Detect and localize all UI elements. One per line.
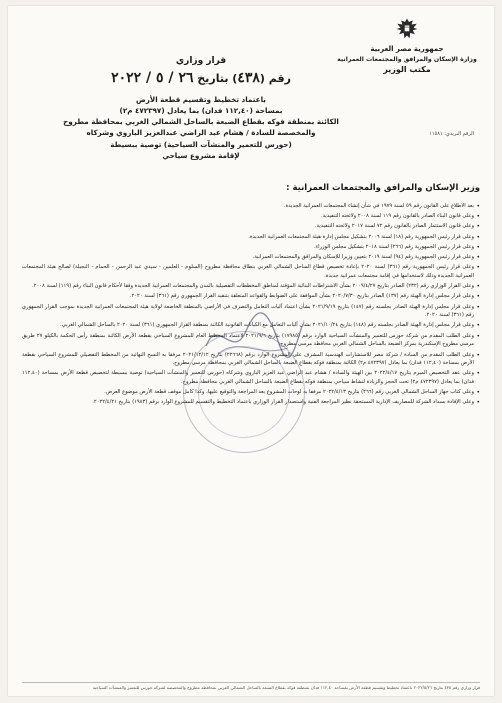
decree-date: ٢٦ / ٥ / ٢٠٢٢	[111, 70, 194, 86]
clause: • وعلى الطلب المقدم من شركة حورس للتعمير والمنشآت السياحية الوارد برقم (١٧٩٨٥) بتاريخ ٢٠٢١/٩/٦ لاعتماد المخطط العام للمشروع السياحي بقطعة الأرض الكائنة بمنطقة رأس الحكمة بالكيلو ٢٧ طريق مرسى مطروح الإسكندرية بمركز الضبعة بالساحل الشمالي الغربي محافظة مرسى مطروح.	[22, 332, 480, 349]
decree-number-prefix: رقم (	[259, 72, 291, 85]
office-name: مكتب الوزير	[383, 64, 431, 74]
preamble-clauses	[22, 202, 480, 409]
decree-number: ٤٣٨	[237, 70, 260, 86]
ministry-letterhead	[332, 16, 482, 76]
clause: • وعلى كتاب جهاز الساحل الشمالي الغربي رقم (٢٦٦) بتاريخ ٢٠٢٢/٤/١٣ مرفقا به لوحات المشروع بعد المراجعة والتوقيع عليها، وكذا كامل موقف قطعة الأرض موضوع العرض.	[22, 388, 480, 397]
clause: • وعلى قرار مجلس إدارة الهيئة الصادر بجلسته رقم (١٤٧) بتاريخ ٢٠٢١/٩/١٩ بشأن اعتماد آليات التعامل والتصرف في الأراضي بالمنطقة الخاضعة لولاية هيئة المجتمعات العمرانية الجديدة بموجب القرار الجمهوري رقم (٣٦١) لسنة ٢٠٢٠.	[22, 303, 480, 320]
clause: • وعلى الطلب المقدم من السادة / شركة مصر للاستشارات الهندسية المشرف على المشروع الوارد برقم (٢٢٦٦٨) بتاريخ ٢٠٢١/١٢/١٢ مرفقا به النسخ النهائية من المخطط التفصيلي للمشروع السياحي بقطعة الأرض بمساحة (١١٢,٤٠ فدان) بما يعادل (٤٧٢٣٩٧ م٢) الكائنة بمنطقة فوكه بقطاع الضبعة بالساحل الشمالي الغربي بمحافظة مرسى مطروح.	[22, 351, 480, 368]
subject-line: باعتماد تخطيط وتقسيم قطعة الأرض	[136, 95, 266, 104]
document-page	[8, 6, 494, 696]
decree-title: قرار وزاري	[175, 56, 227, 66]
decree-header	[48, 56, 354, 161]
decree-subject	[48, 94, 354, 161]
country-name: جمهورية مصر العربية	[370, 45, 444, 53]
subject-line: (حورس للتعمير والمنشآت السياحية) توصية ببسيطة	[110, 139, 292, 149]
clause: • وعلى قرار رئيس الجمهورية رقم (١٨) لسنة ٢٠٠٦ بتشكيل مجلس إدارة هيئة المجتمعات العمرانية الجديدة.	[22, 233, 480, 242]
clause: • وعلى عقد التخصيص المبرم بتاريخ ٢٠٢٢/٤/١٧ بين الهيئة والسادة / هشام عبد الراضي عبد العزيز الباروي وشركاه (حورس للتعمير والمنشآت السياحية) توصية ببسيطة لتخصيص قطعة الأرض بمساحة (١١٢,٤٠ فدان) بما يعادل (٤٧٢٣٩٧ م٢) تحت الحجز والزيادة لنشاط سياحي بمنطقة فوكه بقطاع الضبعة بالساحل الشمالي الغربي محافظة مطروح.	[22, 369, 480, 386]
subject-line: بمساحة (١١٢,٤٠ فدان) بما يعادل (٤٧٢٣٩٧ م٢)	[119, 106, 283, 116]
eagle-emblem-icon	[394, 16, 420, 42]
decree-number-line	[48, 70, 354, 86]
subject-line: لإقامة مشروع سياحي	[162, 150, 240, 160]
clause: • وعلى قرار رئيس الجمهورية رقم (٢٦٦) لسنة ٢٠١٨ بتشكيل مجلس الوزراء.	[22, 243, 480, 252]
clause: • بعد الاطلاع على القانون رقم ٥٩ لسنة ١٩٧٩ في شأن إنشاء المجتمعات العمرانية الجديدة.	[22, 202, 480, 211]
clause: • وعلى قرار مجلس إدارة الهيئة رقم (١٣٧) الصادر بتاريخ ٢٠٢٠/٧/٣٠ بشأن الموافقة على الضوابط والقواعد المتعلقة بتنفيذ القرار الجمهوري رقم (٣٦١) لسنة ٢٠٢٠.	[22, 292, 480, 301]
minister-heading: وزير الإسكان والمرافق والمجتمعات العمرانية :	[286, 183, 480, 193]
page-footer: قرار وزاري رقم ٤٣٨ بتاريخ ٢٠٢٢/٥/٢٦ باعتماد تخطيط وتقسيم قطعة الأرض بمساحة ١١٢,٤٠ فدان بمنطقة فوكه بقطاع الضبعة بالساحل الشمالي الغربي بمحافظة مطروح والمخصصة لشركة حورس للتعمير والمنشآت السياحية	[22, 682, 480, 690]
clause: • وعلى قرار رئيس الجمهورية رقم (٣٦١) لسنة ٢٠٢٠ بإعادة تخصيص قطاع الساحل الشمالي الغربي بنطاق محافظة مطروح (السلوم - العلمين - سيدي عبد الرحمن - الحمام - النجيلة) لصالح هيئة المجتمعات العمرانية الجديدة وذلك لاستخدامها في إقامة مجتمعات عمرانية جديدة.	[22, 263, 480, 280]
subject-line: الكائنة بمنطقة فوكه بقطاع الضبعة بالساحل الشمالي الغربي بمحافظة مطروح	[63, 117, 339, 127]
clause: • وعلى قانون البناء الصادر بالقانون رقم ١١٩ لسنة ٢٠٠٨ ولائحته التنفيذية.	[22, 212, 480, 221]
clause: • وعلى القرار الوزاري رقم (٢٣٢) الصادر بتاريخ ٢٠٠٩/٤/٢٧ بشأن الاشتراطات البنائية المؤقتة لمناطق المخططات التفصيلية بالمدن والمجتمعات العمرانية الجديدة وفقا لأحكام قانون البناء رقم (١١٩) لسنة ٢٠٠٨.	[22, 282, 480, 291]
decree-number-mid: ) بتاريخ	[197, 72, 238, 85]
clause: • وعلى قانون الاستثمار الصادر بالقانون رقم ٧٢ لسنة ٢٠١٧ ولائحته التنفيذية.	[22, 222, 480, 231]
clause: • وعلى الإفادة بسداد الشركة للمصاريف الإدارية المستحقة نظير المراجعة الفنية واستصدار القرار الوزاري باعتماد التخطيط والتقسيم للمشروع الوارد برقم (١٩٨٣) بتاريخ ٢٠٢٢/٤/٢١.	[22, 398, 480, 407]
ministry-name: وزارة الإسكان والمرافق والمجتمعات العمرانية	[337, 55, 477, 63]
subject-line: والمخصصة للسادة / هشام عبد الراضي عبدالعزيز الباروي وشركاه	[86, 128, 316, 138]
clause: • وعلى قرار رئيس الجمهورية رقم (٩٤) لسنة ٢٠١٩ بتعيين وزيرا للإسكان والمرافق والمجتمعات العمرانية.	[22, 253, 480, 262]
postal-ref: الرقم البريدي: ١١٥٨١	[429, 131, 474, 137]
clause: • وعلى قرار مجلس إدارة الهيئة الصادر بجلسته رقم (١٤٨) بتاريخ ٢٠٢١/١٠/٢٤ بشأن آليات التعامل مع الكيانات القانونية الكائنة بمنطقة القرار الجمهوري (٣٦١) لسنة ٢٠٢٠ بالساحل الشمالي الغربي.	[22, 321, 480, 330]
